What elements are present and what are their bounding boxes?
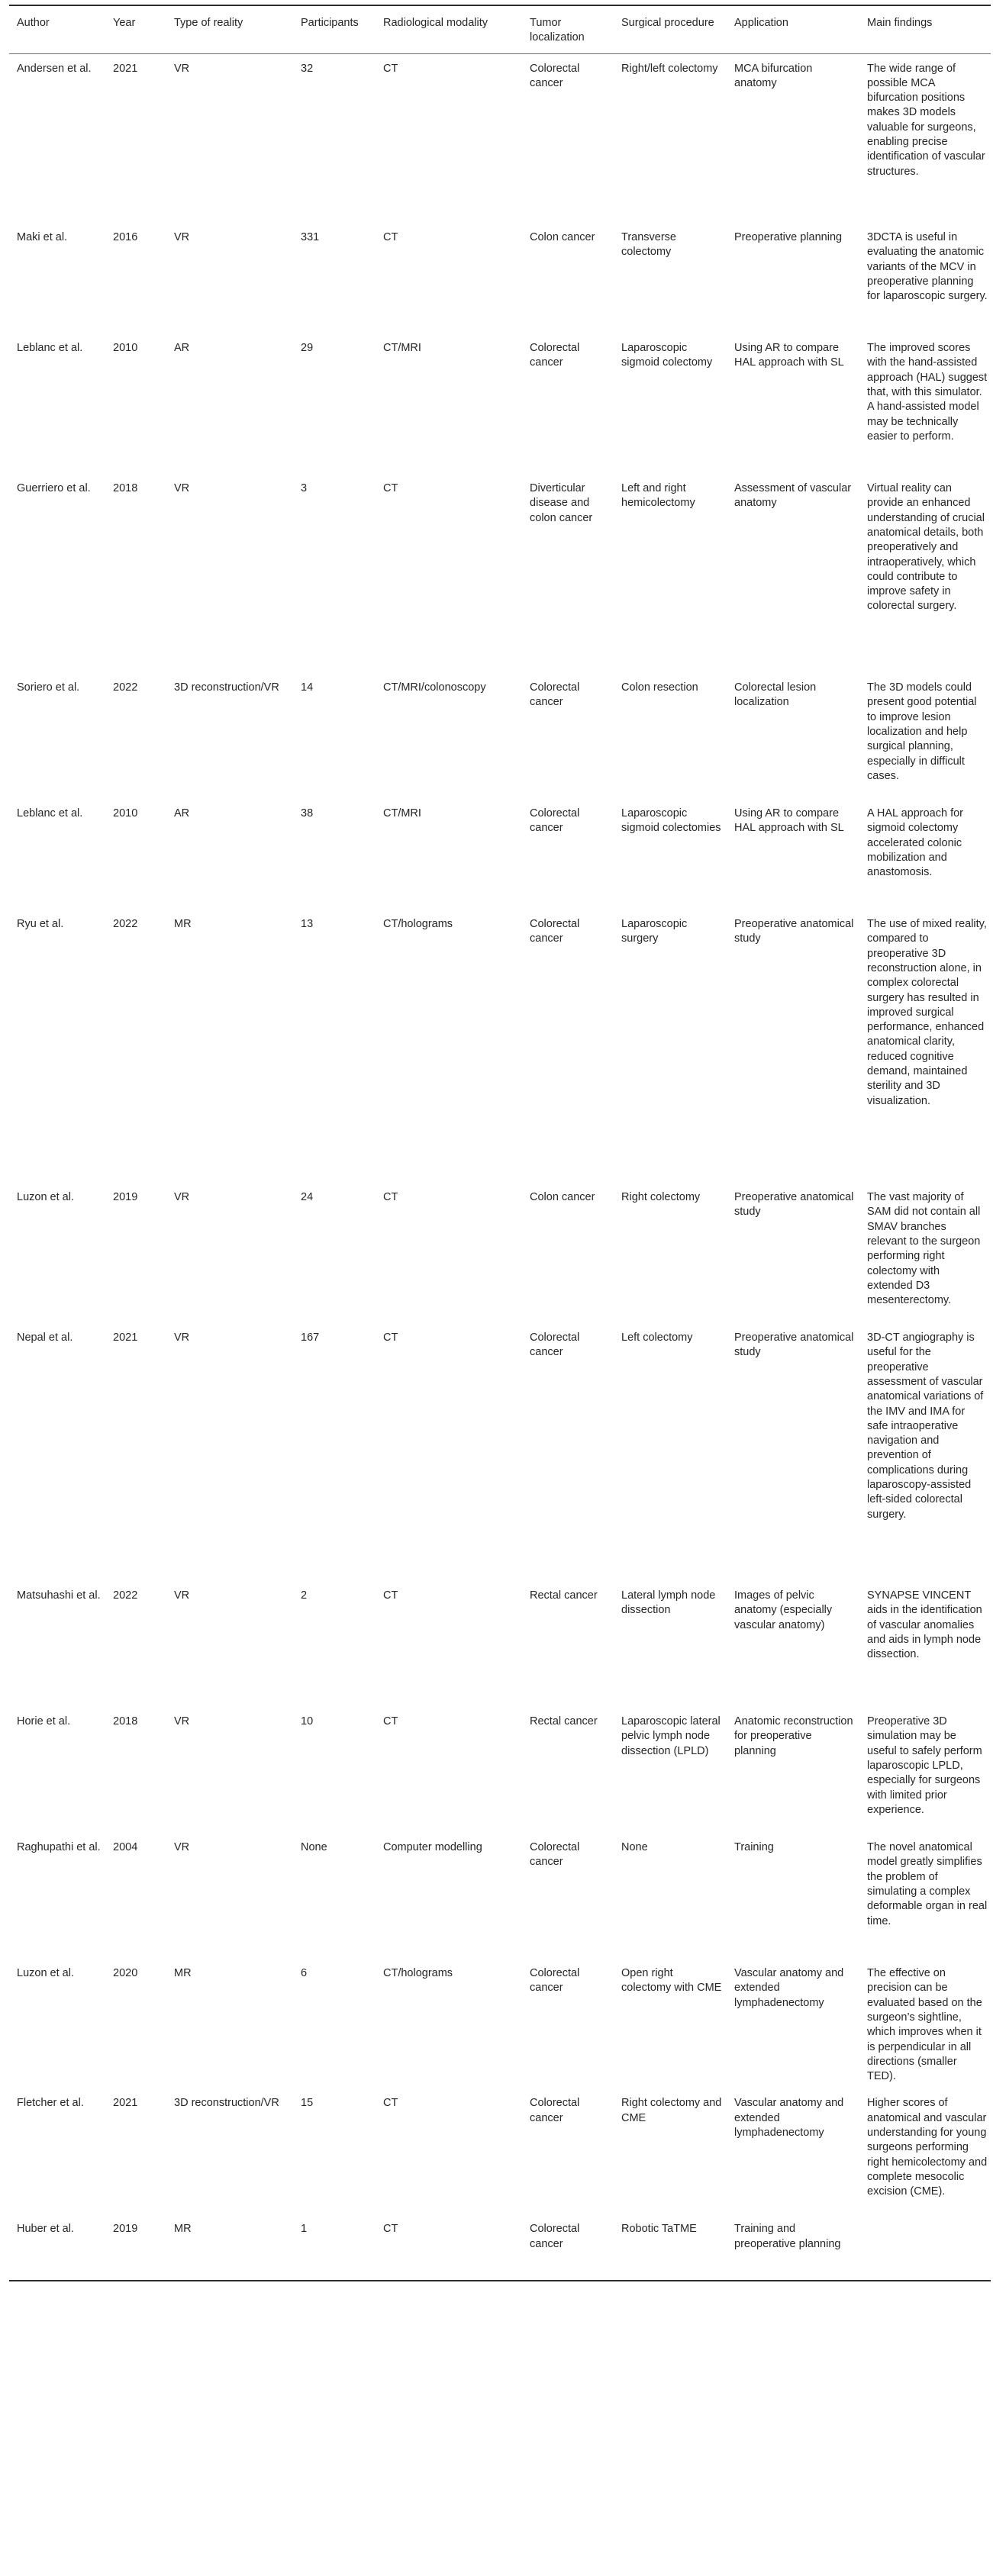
cell-type-of-reality: VR [174, 1841, 190, 1854]
cell-year: 2021 [113, 1331, 138, 1344]
cell-radiological-modality: CT/MRI [383, 342, 421, 355]
cell-main-findings: The use of mixed reality, compared to preoperative 3D reconstruction alone, in complex colorectal surgery has resulted in improved surgical performance, enhanced anatomical clarity, reduced cognitive demand, maintained sterility and 3D visualization. [867, 918, 987, 1107]
cell-year: 2018 [113, 482, 138, 495]
cell-application: Using AR to compare HAL approach with SL [734, 807, 844, 835]
cell-application: Using AR to compare HAL approach with SL [734, 342, 844, 369]
header-application: Application [734, 17, 788, 29]
cell-radiological-modality: CT/holograms [383, 1967, 453, 1980]
cell-author: Soriero et al. [17, 681, 80, 694]
cell-type-of-reality: AR [174, 807, 190, 820]
cell-participants: 1 [301, 2223, 308, 2236]
cell-type-of-reality: 3D reconstruction/VR [174, 2097, 279, 2110]
cell-type-of-reality: VR [174, 62, 190, 75]
cell-tumor-localization: Colon cancer [530, 231, 595, 244]
cell-main-findings: Higher scores of anatomical and vascular understanding for young surgeons performing right hemicolectomy and complete mesocolic excision (CME). [867, 2097, 988, 2198]
cell-year: 2021 [113, 2097, 138, 2110]
cell-radiological-modality: CT [383, 2097, 398, 2110]
table-row [9, 1581, 991, 1707]
cell-application: Images of pelvic anatomy (especially vascular anatomy) [734, 1589, 833, 1631]
cell-surgical-procedure: Robotic TaTME [621, 2223, 697, 2236]
cell-tumor-localization: Colorectal cancer [530, 681, 580, 709]
cell-participants: 32 [301, 62, 314, 75]
cell-main-findings: A HAL approach for sigmoid colectomy accelerated colonic mobilization and anastomosis. [867, 807, 964, 879]
header-tumor-localization: Tumor localization [530, 17, 585, 44]
cell-application: Training [734, 1841, 774, 1854]
cell-participants: 15 [301, 2097, 314, 2110]
table-row [9, 1323, 991, 1581]
cell-type-of-reality: MR [174, 1967, 192, 1980]
header-radiological-modality: Radiological modality [383, 17, 488, 29]
cell-year: 2022 [113, 1589, 138, 1602]
cell-surgical-procedure: Open right colectomy with CME [621, 1967, 722, 1995]
cell-year: 2010 [113, 807, 138, 820]
cell-main-findings: 3DCTA is useful in evaluating the anatomic variants of the MCV in preoperative planning for laparoscopic surgery. [867, 231, 988, 303]
cell-main-findings: The effective on precision can be evaluated based on the surgeon’s sightline, which improves when it is perpendicular in all directions (smaller TED). [867, 1967, 982, 2083]
cell-main-findings: Virtual reality can provide an enhanced understanding of crucial anatomical details, both preoperatively and intraoperatively, which could contribute to improve safety in colorectal surgery. [867, 482, 985, 613]
cell-participants: 331 [301, 231, 320, 244]
cell-author: Ryu et al. [17, 918, 64, 931]
cell-participants: 24 [301, 1191, 314, 1204]
cell-radiological-modality: CT [383, 482, 398, 495]
cell-surgical-procedure: Transverse colectomy [621, 231, 676, 259]
cell-type-of-reality: VR [174, 1331, 190, 1344]
cell-tumor-localization: Rectal cancer [530, 1589, 598, 1602]
cell-application: Preoperative anatomical study [734, 1191, 854, 1219]
cell-tumor-localization: Colorectal cancer [530, 2097, 580, 2124]
cell-tumor-localization: Colorectal cancer [530, 807, 580, 835]
cell-surgical-procedure: Left and right hemicolectomy [621, 482, 695, 510]
cell-type-of-reality: MR [174, 2223, 192, 2236]
cell-year: 2022 [113, 918, 138, 931]
cell-surgical-procedure: Right colectomy [621, 1191, 701, 1204]
cell-application: MCA bifurcation anatomy [734, 62, 813, 89]
cell-author: Fletcher et al. [17, 2097, 84, 2110]
cell-radiological-modality: CT [383, 2223, 398, 2236]
header-type-of-reality: Type of reality [174, 17, 243, 29]
cell-main-findings [859, 2214, 991, 2281]
cell-author: Nepal et al. [17, 1331, 73, 1344]
cell-main-findings: SYNAPSE VINCENT aids in the identification of vascular anomalies and aids in lymph node dissection. [867, 1589, 982, 1661]
cell-surgical-procedure: Right/left colectomy [621, 62, 718, 75]
cell-radiological-modality: CT [383, 62, 398, 75]
cell-author: Guerriero et al. [17, 482, 91, 495]
header-row [9, 5, 991, 53]
cell-participants: 10 [301, 1715, 314, 1728]
cell-tumor-localization: Diverticular disease and colon cancer [530, 482, 593, 524]
cell-tumor-localization: Colorectal cancer [530, 918, 580, 945]
cell-application: Colorectal lesion localization [734, 681, 817, 709]
cell-surgical-procedure: Laparoscopic sigmoid colectomies [621, 807, 721, 835]
cell-main-findings: The improved scores with the hand-assisted approach (HAL) suggest that, with this simulator. A hand-assisted model may be technically easier to perform. [867, 342, 988, 443]
header-author: Author [17, 17, 50, 29]
table-header [9, 5, 991, 53]
cell-year: 2021 [113, 62, 138, 75]
header-main-findings: Main findings [867, 17, 933, 29]
cell-type-of-reality: 3D reconstruction/VR [174, 681, 279, 694]
cell-participants: 14 [301, 681, 314, 694]
cell-application: Training and preoperative planning [734, 2223, 841, 2250]
table-row [9, 53, 991, 223]
cell-year: 2018 [113, 1715, 138, 1728]
cell-participants: None [301, 1841, 327, 1854]
cell-radiological-modality: CT [383, 1715, 398, 1728]
cell-tumor-localization: Colorectal cancer [530, 1967, 580, 1995]
cell-radiological-modality: CT [383, 1331, 398, 1344]
cell-surgical-procedure: None [621, 1841, 648, 1854]
header-participants: Participants [301, 17, 359, 29]
table-row [9, 673, 991, 799]
cell-tumor-localization: Colorectal cancer [530, 62, 580, 89]
cell-participants: 3 [301, 482, 308, 495]
cell-tumor-localization: Colorectal cancer [530, 1331, 580, 1359]
cell-application: Vascular anatomy and extended lymphadenectomy [734, 1967, 844, 2009]
table-row [9, 2088, 991, 2214]
cell-radiological-modality: Computer modelling [383, 1841, 482, 1854]
table-row [9, 223, 991, 333]
cell-surgical-procedure: Right colectomy and CME [621, 2097, 722, 2124]
table-row [9, 333, 991, 474]
cell-main-findings: 3D-CT angiography is useful for the preoperative assessment of vascular anatomical variations of the IMV and IMA for safe intraoperative navigation and prevention of complications during laparoscopy-assisted left-sided colorectal surgery. [867, 1331, 984, 1521]
cell-author: Huber et al. [17, 2223, 74, 2236]
studies-table [9, 5, 991, 2281]
cell-radiological-modality: CT/MRI [383, 807, 421, 820]
table-row [9, 1833, 991, 1959]
cell-year: 2019 [113, 2223, 138, 2236]
cell-surgical-procedure: Colon resection [621, 681, 698, 694]
cell-author: Raghupathi et al. [17, 1841, 101, 1854]
cell-year: 2020 [113, 1967, 138, 1980]
cell-application: Preoperative anatomical study [734, 918, 854, 945]
cell-application: Assessment of vascular anatomy [734, 482, 852, 510]
table-row [9, 474, 991, 673]
cell-application: Preoperative planning [734, 231, 843, 244]
header-surgical-procedure: Surgical procedure [621, 17, 714, 29]
cell-type-of-reality: MR [174, 918, 192, 931]
cell-participants: 13 [301, 918, 314, 931]
cell-surgical-procedure: Laparoscopic sigmoid colectomy [621, 342, 713, 369]
cell-main-findings: The 3D models could present good potential to improve lesion localization and help surgical planning, especially in difficult cases. [867, 681, 977, 782]
cell-surgical-procedure: Left colectomy [621, 1331, 693, 1344]
cell-type-of-reality: AR [174, 342, 190, 355]
cell-surgical-procedure: Laparoscopic surgery [621, 918, 688, 945]
cell-type-of-reality: VR [174, 1191, 190, 1204]
cell-radiological-modality: CT/holograms [383, 918, 453, 931]
cell-main-findings: The wide range of possible MCA bifurcation positions makes 3D models valuable for surgeons, enabling precise identification of vascular structures. [867, 62, 985, 178]
cell-surgical-procedure: Laparoscopic lateral pelvic lymph node dissection (LPLD) [621, 1715, 721, 1757]
cell-year: 2010 [113, 342, 138, 355]
table-row [9, 910, 991, 1183]
cell-author: Andersen et al. [17, 62, 92, 75]
cell-participants: 2 [301, 1589, 308, 1602]
table-row [9, 2214, 991, 2281]
cell-type-of-reality: VR [174, 231, 190, 244]
cell-author: Leblanc et al. [17, 342, 83, 355]
cell-radiological-modality: CT [383, 1191, 398, 1204]
cell-tumor-localization: Colorectal cancer [530, 342, 580, 369]
cell-tumor-localization: Rectal cancer [530, 1715, 598, 1728]
cell-type-of-reality: VR [174, 1589, 190, 1602]
table-row [9, 1183, 991, 1323]
cell-participants: 167 [301, 1331, 320, 1344]
cell-main-findings: The vast majority of SAM did not contain all SMAV branches relevant to the surgeon performing right colectomy with extended D3 mesenterectomy. [867, 1191, 981, 1307]
cell-application: Vascular anatomy and extended lymphadenectomy [734, 2097, 844, 2140]
cell-main-findings: The novel anatomical model greatly simplifies the problem of simulating a complex deformable organ in real time. [867, 1841, 988, 1927]
cell-radiological-modality: CT [383, 231, 398, 244]
cell-tumor-localization: Colorectal cancer [530, 1841, 580, 1869]
cell-surgical-procedure: Lateral lymph node dissection [621, 1589, 716, 1617]
cell-participants: 6 [301, 1967, 308, 1980]
cell-year: 2022 [113, 681, 138, 694]
cell-participants: 38 [301, 807, 314, 820]
cell-author: Matsuhashi et al. [17, 1589, 101, 1602]
cell-application: Preoperative anatomical study [734, 1331, 854, 1359]
cell-type-of-reality: VR [174, 482, 190, 495]
cell-application: Anatomic reconstruction for preoperative planning [734, 1715, 853, 1757]
cell-radiological-modality: CT/MRI/colonoscopy [383, 681, 486, 694]
cell-tumor-localization: Colon cancer [530, 1191, 595, 1204]
header-year: Year [113, 17, 136, 29]
cell-year: 2004 [113, 1841, 138, 1854]
cell-author: Leblanc et al. [17, 807, 83, 820]
cell-type-of-reality: VR [174, 1715, 190, 1728]
cell-year: 2019 [113, 1191, 138, 1204]
cell-main-findings: Preoperative 3D simulation may be useful to safely perform laparoscopic LPLD, especially for surgeons with limited prior experience. [867, 1715, 982, 1816]
cell-author: Luzon et al. [17, 1967, 74, 1980]
table-row [9, 1707, 991, 1833]
cell-tumor-localization: Colorectal cancer [530, 2223, 580, 2250]
cell-author: Maki et al. [17, 231, 68, 244]
table-body [9, 53, 991, 2281]
cell-year: 2016 [113, 231, 138, 244]
table-row [9, 1959, 991, 2088]
cell-author: Horie et al. [17, 1715, 71, 1728]
table-row [9, 799, 991, 910]
cell-author: Luzon et al. [17, 1191, 74, 1204]
cell-participants: 29 [301, 342, 314, 355]
cell-radiological-modality: CT [383, 1589, 398, 1602]
